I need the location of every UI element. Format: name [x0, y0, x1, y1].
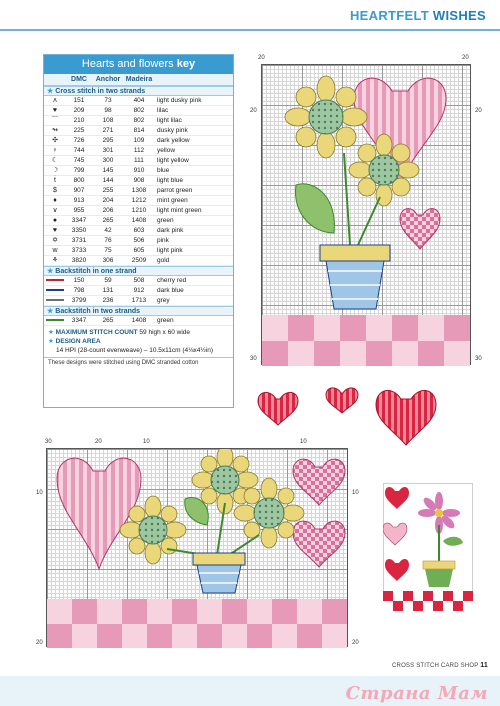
check-square: [297, 624, 322, 648]
dmc-code: 913: [73, 197, 85, 204]
dmc-code: 151: [73, 97, 85, 104]
bottom-chart-row-label: 20: [352, 640, 359, 646]
line-swatch: [46, 289, 64, 291]
top-chart-col-label: 20: [462, 55, 469, 61]
check-square: [122, 624, 147, 648]
anchor-code: 131: [102, 287, 114, 294]
check-square: [423, 601, 433, 611]
dmc-code: 209: [73, 107, 85, 114]
check-square: [222, 624, 247, 648]
madeira-code: 508: [133, 277, 145, 284]
check-square: [413, 601, 423, 611]
stitch-symbol: $: [53, 187, 57, 194]
madeira-code: 814: [133, 127, 145, 134]
check-square: [366, 315, 392, 341]
section-title: [350, 8, 486, 23]
thread-note: These designs were stitched using DMC stranded cotton: [44, 357, 233, 368]
backstitch-line-swatch: [44, 286, 66, 295]
star-icon: ★: [48, 329, 56, 336]
stitched-sample-card: [383, 483, 473, 611]
leaf: [295, 184, 334, 233]
check-square: [453, 591, 463, 601]
anchor-code: 300: [102, 157, 114, 164]
check-square: [463, 591, 473, 601]
color-name: green: [157, 217, 174, 224]
key-row: [44, 246, 233, 256]
section-title-second: WISHES: [432, 8, 486, 23]
bottom-chart-col-label: 20: [95, 439, 102, 445]
page-footer: [392, 662, 488, 669]
sample-checkered-border: [383, 591, 473, 611]
dmc-code: 3347: [71, 217, 87, 224]
bottom-chart-art: [47, 449, 349, 648]
anchor-code: 301: [102, 147, 114, 154]
check-square: [272, 599, 297, 624]
stitch-symbol: ♥: [52, 107, 58, 114]
madeira-code: 1308: [131, 187, 147, 194]
red-heart-tiny: [326, 388, 358, 413]
color-name: blue: [157, 167, 170, 174]
top-chart-row-label: 20: [475, 108, 482, 114]
madeira-code: 1212: [131, 197, 147, 204]
cross-stitch-heading: ★ Cross stitch in two strands: [44, 86, 233, 96]
madeira-code: 605: [133, 247, 145, 254]
key-panel: [43, 54, 234, 408]
madeira-code: 404: [133, 97, 145, 104]
dmc-code: 798: [73, 287, 85, 294]
check-square: [147, 624, 172, 648]
check-square: [288, 315, 314, 341]
anchor-code: 295: [102, 137, 114, 144]
anchor-code: 204: [102, 197, 114, 204]
cross-stitch-list: [44, 96, 233, 266]
key-row: [44, 256, 233, 266]
section-title-first: HEARTFELT: [349, 8, 429, 23]
dmc-code: 3799: [71, 297, 87, 304]
star-icon: ★: [47, 308, 54, 315]
check-square: [47, 599, 72, 624]
key-row: [44, 316, 233, 326]
madeira-code: 802: [133, 107, 145, 114]
check-square: [392, 315, 418, 341]
anchor-code: 265: [102, 317, 114, 324]
dmc-code: 800: [73, 177, 85, 184]
color-name: gold: [157, 257, 170, 264]
check-square: [147, 599, 172, 624]
check-square: [340, 315, 366, 341]
check-square: [72, 624, 97, 648]
page-number: 11: [480, 662, 488, 669]
madeira-code: 912: [133, 287, 145, 294]
check-square: [403, 591, 413, 601]
check-square: [443, 601, 453, 611]
stitch-symbol: ●: [52, 217, 58, 224]
red-heart-small: [258, 392, 298, 425]
magazine-name: CROSS STITCH CARD SHOP: [392, 663, 479, 669]
check-square: [247, 624, 272, 648]
anchor-code: 265: [102, 217, 114, 224]
dmc-code: 907: [73, 187, 85, 194]
top-chart-row-label: 20: [250, 108, 257, 114]
stitch-symbol: ✣: [52, 137, 58, 144]
check-square: [443, 591, 453, 601]
madeira-code: 603: [133, 227, 145, 234]
bottom-chart-col-label: 10: [300, 439, 307, 445]
check-square: [247, 599, 272, 624]
anchor-code: 75: [104, 247, 112, 254]
check-square: [322, 599, 347, 624]
stitch-symbol: ♦: [53, 197, 57, 204]
color-name: yellow: [157, 147, 176, 154]
anchor-code: 108: [102, 117, 114, 124]
stitch-symbol: ♀: [52, 147, 58, 154]
color-name: dark pink: [157, 227, 184, 234]
check-square: [393, 591, 403, 601]
key-row: [44, 166, 233, 176]
dmc-code: 3820: [71, 257, 87, 264]
stitch-symbol: ☽: [51, 167, 59, 174]
check-square: [97, 624, 122, 648]
red-heart-large: [376, 390, 436, 445]
color-name: light dusky pink: [157, 97, 202, 104]
backstitch-one-heading: ★ Backstitch in one strand: [44, 266, 233, 276]
madeira-code: 109: [133, 137, 145, 144]
check-square: [197, 624, 222, 648]
key-row: [44, 286, 233, 296]
key-title-prefix: Hearts and flowers: [81, 58, 174, 70]
anchor-code: 76: [104, 237, 112, 244]
color-name: grey: [157, 297, 170, 304]
madeira-code: 1210: [131, 207, 147, 214]
max-stitch-count: ★ MAXIMUM STITCH COUNT 59 high x 60 wide: [48, 329, 191, 336]
dmc-code: 744: [73, 147, 85, 154]
check-square: [72, 599, 97, 624]
line-swatch: [46, 319, 64, 321]
line-swatch: [46, 299, 64, 301]
check-square: [122, 599, 147, 624]
madeira-code: 910: [133, 167, 145, 174]
header-rule: [0, 29, 500, 31]
anchor-code: 206: [102, 207, 114, 214]
check-square: [197, 599, 222, 624]
key-row: [44, 146, 233, 156]
bottom-chart-row-label: 10: [36, 490, 43, 496]
key-title: [44, 55, 233, 74]
check-square: [262, 341, 288, 366]
dmc-code: 150: [73, 277, 85, 284]
color-name: light blue: [157, 177, 184, 184]
backstitch-line-swatch: [44, 296, 66, 305]
check-square: [272, 624, 297, 648]
key-row: [44, 156, 233, 166]
bottom-chart-col-label: 10: [143, 439, 150, 445]
check-square: [222, 599, 247, 624]
color-name: lilac: [157, 107, 169, 114]
check-square: [172, 599, 197, 624]
key-row: [44, 226, 233, 236]
key-row: [44, 186, 233, 196]
col-madeira: Madeira: [125, 76, 153, 83]
madeira-code: 802: [133, 117, 145, 124]
checked-heart-top: [293, 459, 345, 505]
checked-heart-bottom: [293, 521, 345, 567]
check-square: [418, 315, 444, 341]
check-square: [262, 315, 288, 341]
color-name: mint green: [157, 197, 188, 204]
key-title-suffix: key: [176, 58, 196, 70]
check-square: [297, 599, 322, 624]
col-anchor: Anchor: [95, 76, 121, 83]
madeira-code: 908: [133, 177, 145, 184]
key-row: [44, 126, 233, 136]
check-square: [418, 341, 444, 366]
dmc-code: 799: [73, 167, 85, 174]
key-row: [44, 176, 233, 186]
pot-bottom: [193, 553, 245, 593]
madeira-code: 1408: [131, 317, 147, 324]
anchor-code: 59: [104, 277, 112, 284]
check-square: [463, 601, 473, 611]
bottom-chart-col-label: 30: [45, 439, 52, 445]
color-name: light yellow: [157, 157, 189, 164]
check-square: [423, 591, 433, 601]
color-name: light lilac: [157, 117, 182, 124]
col-dmc: DMC: [71, 76, 87, 83]
anchor-code: 73: [104, 97, 112, 104]
check-square: [288, 341, 314, 366]
color-name: dusky pink: [157, 127, 188, 134]
backstitch-line-swatch: [44, 276, 66, 285]
madeira-code: 2509: [131, 257, 147, 264]
color-name: green: [157, 317, 174, 324]
watermark-logo: Страна Мам: [345, 683, 488, 704]
madeira-code: 1713: [131, 297, 147, 304]
check-square: [47, 624, 72, 648]
stitch-symbol: ⌒: [51, 117, 59, 124]
dmc-code: 210: [73, 117, 85, 124]
anchor-code: 255: [102, 187, 114, 194]
top-chart-col-label: 20: [258, 55, 265, 61]
madeira-code: 506: [133, 237, 145, 244]
loose-hearts: [256, 385, 500, 450]
check-square: [383, 601, 393, 611]
key-row: [44, 196, 233, 206]
stitch-symbol: ♥: [52, 227, 58, 234]
check-square: [314, 315, 340, 341]
color-name: pink: [157, 237, 169, 244]
stitch-symbol: ↬: [52, 127, 58, 134]
star-icon: ★: [47, 268, 54, 275]
top-chart-row-label: 30: [250, 356, 257, 362]
line-swatch: [46, 279, 64, 281]
backstitch-one-list: [44, 276, 233, 306]
anchor-code: 306: [102, 257, 114, 264]
color-name: cherry red: [157, 277, 187, 284]
stitch-symbol: ∨: [52, 207, 58, 214]
key-row: [44, 216, 233, 226]
color-name: light mint green: [157, 207, 202, 214]
check-square: [453, 601, 463, 611]
stitch-symbol: ☾: [51, 157, 59, 164]
bottom-pattern-chart: [46, 448, 348, 647]
top-chart-art: [262, 65, 472, 366]
check-square: [413, 591, 423, 601]
top-chart-row-label: 30: [475, 356, 482, 362]
bottom-chart-row-label: 20: [36, 640, 43, 646]
stitch-symbol: ᴧ: [53, 97, 57, 104]
key-row: [44, 206, 233, 216]
flower-pot: [320, 245, 390, 309]
design-area-value: 14 HPI (28-count evenweave) – 10.5x11cm (4⅛x4½in): [56, 347, 214, 354]
color-name: dark yellow: [157, 137, 190, 144]
key-row: [44, 296, 233, 306]
check-square: [314, 341, 340, 366]
dmc-code: 745: [73, 157, 85, 164]
checkered-border: [262, 315, 470, 366]
check-square: [383, 591, 393, 601]
striped-heart-large: [57, 458, 141, 569]
color-name: light pink: [157, 247, 183, 254]
anchor-code: 236: [102, 297, 114, 304]
check-square: [392, 341, 418, 366]
backstitch-two-list: [44, 316, 233, 326]
check-square: [322, 624, 347, 648]
design-area-label: ★ DESIGN AREA: [48, 338, 101, 345]
dmc-code: 225: [73, 127, 85, 134]
key-row: [44, 136, 233, 146]
key-row: [44, 276, 233, 286]
madeira-code: 112: [133, 147, 145, 154]
top-pattern-chart: [261, 64, 471, 365]
key-row: [44, 116, 233, 126]
anchor-code: 271: [102, 127, 114, 134]
key-row: [44, 106, 233, 116]
dmc-code: 3350: [71, 227, 87, 234]
backstitch-two-heading: ★ Backstitch in two strands: [44, 306, 233, 316]
star-icon: ★: [48, 338, 56, 345]
stitch-symbol: ⚘: [51, 257, 59, 264]
dmc-code: 3347: [71, 317, 87, 324]
star-icon: ★: [47, 88, 54, 95]
color-name: dark blue: [157, 287, 184, 294]
anchor-code: 42: [104, 227, 112, 234]
check-square: [366, 341, 392, 366]
dmc-code: 3731: [71, 237, 87, 244]
check-square: [340, 341, 366, 366]
check-square: [444, 341, 470, 366]
top-sunflower: [285, 76, 367, 158]
key-row: [44, 96, 233, 106]
checked-heart: [400, 209, 440, 249]
anchor-code: 144: [102, 177, 114, 184]
dmc-code: 726: [73, 137, 85, 144]
key-column-headers: [44, 74, 233, 86]
check-square: [172, 624, 197, 648]
backstitch-line-swatch: [44, 316, 66, 325]
madeira-code: 1408: [131, 217, 147, 224]
stitch-symbol: ✡: [52, 237, 58, 244]
dmc-code: 955: [73, 207, 85, 214]
check-square: [403, 601, 413, 611]
dmc-code: 3733: [71, 247, 87, 254]
madeira-code: 111: [134, 157, 144, 164]
bottom-chart-row-label: 10: [352, 490, 359, 496]
check-square: [433, 601, 443, 611]
key-row: [44, 236, 233, 246]
check-square: [433, 591, 443, 601]
check-square: [444, 315, 470, 341]
stitch-symbol: w: [52, 247, 58, 254]
anchor-code: 98: [104, 107, 112, 114]
stitch-symbol: ṫ: [54, 177, 56, 184]
color-name: parrot green: [157, 187, 193, 194]
checkered-border-bottom: [47, 599, 347, 648]
check-square: [393, 601, 403, 611]
check-square: [97, 599, 122, 624]
anchor-code: 145: [102, 167, 114, 174]
